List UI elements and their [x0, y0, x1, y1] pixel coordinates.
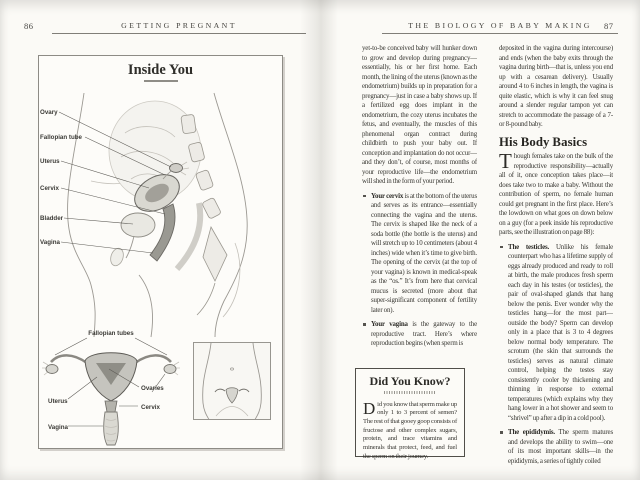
running-head-left: GETTING PREGNANT [121, 21, 237, 30]
running-head-right: THE BIOLOGY OF BABY MAKING [408, 21, 592, 30]
anatomy-diagram [39, 85, 282, 446]
bullet-the-testicles [499, 243, 613, 424]
did-you-know-title: Did You Know? [369, 374, 451, 388]
did-you-know-title-rule [384, 391, 436, 394]
label-cervix: Cervix [40, 185, 59, 192]
bullet-square-icon [363, 195, 366, 198]
did-you-know-box [355, 368, 465, 460]
bullet-square-icon [500, 246, 503, 249]
label-fallopian-tube: Fallopian tube [40, 134, 82, 141]
anatomy-figure-box [38, 55, 283, 449]
label-ovaries: Ovaries [141, 385, 164, 392]
bullet-square-icon [500, 431, 503, 434]
paragraph-vagina-continued: deposited in the vagina during intercourse) and ends (when the baby exits through the vagina during birth—that is, unless you end up with a cesarean delivery). Usually around 4 to 6 inches in length, the vagina is quite elastic, which is why it can feel snug around a slender regular tampon yet can stretch to accommodate the passage of a 7- or 8-pound baby. [499, 45, 613, 128]
section-heading-his-body-basics: His Body Basics [499, 134, 588, 149]
label-fallopian-tubes: Fallopian tubes [88, 330, 134, 337]
label-ovary: Ovary [40, 109, 58, 116]
header-rule-left [52, 33, 306, 34]
ovary-illustration [170, 164, 183, 173]
bullet-text: The sperm matures and develops the ability to swim—one of its most important skills—in the epididymis, a series of tightly coiled [508, 429, 613, 465]
body-location-inset [194, 343, 271, 420]
bullet-lead: Your cervix [371, 192, 404, 200]
bullet-text: is the gateway to the reproductive tract. Here’s where reproduction begins (when sperm is [371, 321, 477, 347]
did-you-know-body: Did you know that sperm make up only 1 to 3 percent of semen? The rest of that gooey goop consists of fructose and other complex sugars, protein, and trace vitamins and minerals that protect, feed, and fuel the sperm on their journey. [363, 398, 457, 460]
label-uterus: Uterus [40, 158, 60, 165]
label-vagina: Vagina [40, 239, 60, 246]
figure-title: Inside You [127, 62, 194, 78]
bullet-lead: The testicles. [508, 243, 550, 251]
bullet-lead: The epididymis. [508, 429, 555, 436]
label-vagina-front: Vagina [48, 424, 68, 431]
page-number-right: 87 [604, 21, 614, 31]
drop-cap: D [363, 398, 376, 418]
label-cervix-front: Cervix [141, 404, 160, 411]
label-bladder: Bladder [40, 215, 64, 222]
text-column-2 [499, 44, 613, 466]
text-column-1 [362, 44, 477, 366]
paragraph-his-body-intro: Though females take on the bulk of the reproductive responsibility—actually all of it, once conception takes place—it does take two to make a baby. Without the contribution of sperm, no female human could get pregnant in the first place. Here’s the lowdown on what goes on down below on a guy (for a peek inside his reproductive parts, see the illustration on page 88): [499, 149, 613, 236]
page-number-left: 86 [24, 21, 34, 31]
bullet-lead: Your vagina [371, 321, 408, 328]
spine-shadow [300, 0, 338, 480]
label-uterus-front: Uterus [48, 398, 68, 405]
header-rule-right [382, 33, 618, 34]
bullet-your-vagina [362, 320, 477, 349]
vaginal-canal-illustration [150, 204, 175, 261]
bladder-illustration [121, 213, 155, 237]
bullet-the-epididymis [499, 428, 613, 466]
paragraph-uterus-continued: yet-to-be conceived baby will hunker down to grow and develop during pregnancy—essentially, his or her first home. Each month, the lining of the uterus (known as the endometrium) builds up in preparation for a pregnancy—just in case a baby shows up. If a fertilized egg does implant in the endometrium, the cozy uterus incubates the fetus, and eventually, the muscles of this phenomenal organ contract during childbirth to push your baby out. If conception and implantation do not occur—and they don’t, of course, most months of your reproductive life—the endometrium will shed in the form of your period. [362, 45, 477, 185]
bullet-text: is at the bottom of the uterus and serves as its entrance—essentially connecting the vagina and the uterus. The cervix is shaped like the neck of a soda bottle (the bottle is the uterus) and will stretch up to 10 centimeters (about 4 inches) wide when it’s time to give birth. The opening of the cervix (at the top of your vagina) is known in medical-speak as the “os.” It’s from here that cervical mucus is secreted (more about that super-significant component of fertility later on). [371, 192, 477, 314]
bullet-square-icon [363, 323, 366, 326]
figure-title-underline [144, 80, 178, 82]
bullet-text: Unlike his female counterpart who has a lifetime supply of eggs already produced and ready to roll at birth, the male produces fresh sperm each day in his testes (or testicles), the pair of oval-shaped glands that hang below the penis. Ever wonder why the testicles hang—for the most part—outside the body? Sperm can develop only in a place that is 3 to 4 degrees below normal body temperature. The scrotum (the skin that surrounds the testicles) serves as natural climate control, helping the testes stay consistently cooler by thickening and thinning in response to external temperatures (which explains why they hang lower in a hot shower and seem to “shrivel” up after a dip in a cold pool). [508, 243, 613, 422]
drop-cap: T [499, 149, 512, 173]
bullet-your-cervix [362, 192, 477, 316]
